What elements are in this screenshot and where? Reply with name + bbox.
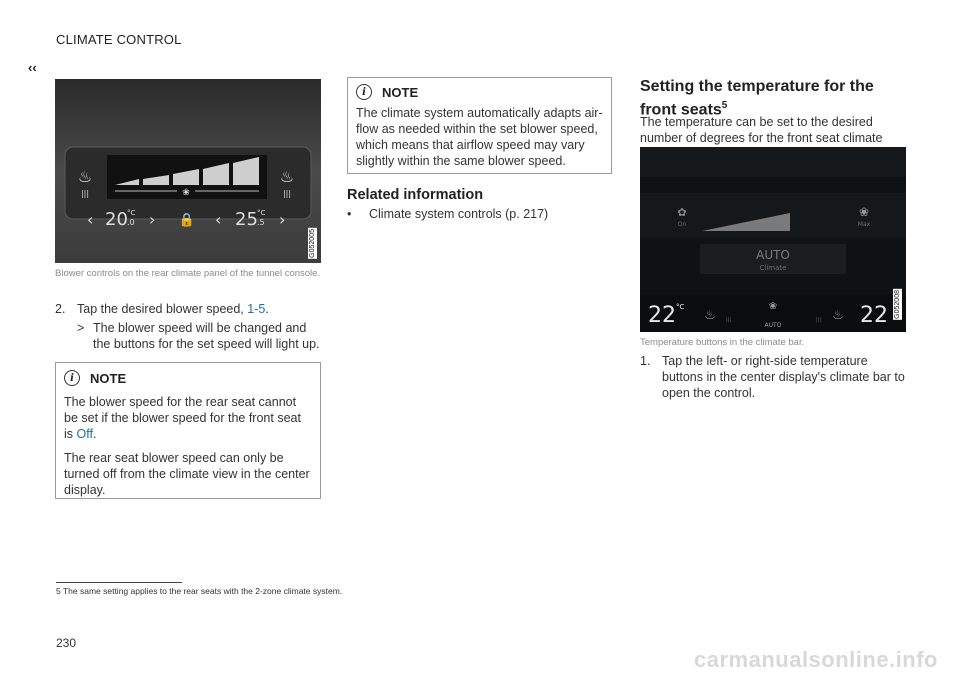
center-display-climate-figure xyxy=(640,147,906,332)
svg-text:|||: ||| xyxy=(726,317,732,323)
svg-text:Climate: Climate xyxy=(759,264,787,272)
section-heading: Setting the temperature for the front seats$^5$ xyxy=(640,78,874,119)
step-2-result: > The blower speed will be changed and the buttons for the set speed will light up. xyxy=(77,321,320,351)
bullet: • xyxy=(347,207,352,221)
svg-text:|||: ||| xyxy=(80,189,90,198)
right-temp-value: 25 xyxy=(235,209,258,230)
svg-text:°C: °C xyxy=(127,209,136,217)
svg-text:On: On xyxy=(677,221,687,228)
left-temp-value: 20 xyxy=(105,209,128,230)
watermark: carmanualsonline.info xyxy=(694,647,938,672)
step-number: 2. xyxy=(55,302,66,316)
footnote-divider xyxy=(56,582,182,583)
figure-caption: Temperature buttons in the climate bar. xyxy=(640,337,805,348)
note-heading: i NOTE xyxy=(64,370,312,386)
double-chevron-left-icon[interactable]: ‹‹ xyxy=(28,60,37,75)
step-1: 1. Tap the left- or right-side temperature buttons in the center display's climate bar to open the control. xyxy=(640,354,905,400)
seat-heat-right-icon: ♨ xyxy=(832,308,844,323)
section-intro: The temperature can be set to the desired number of degrees for the front seat climate xyxy=(640,115,883,145)
related-information-heading: Related information xyxy=(347,187,484,203)
footnote-ref[interactable]: 5 xyxy=(721,100,728,111)
info-icon: i xyxy=(64,370,80,386)
seat-heat-left-icon: ♨ xyxy=(704,308,716,323)
left-temp-button: 22 xyxy=(648,303,676,328)
related-link[interactable]: • Climate system controls (p. 217) xyxy=(347,207,549,221)
off-label: Off xyxy=(76,427,93,441)
chevron-left-icon: ‹ xyxy=(87,210,94,229)
svg-text:Max: Max xyxy=(857,221,871,228)
chevron-left-icon: ‹ xyxy=(215,210,222,229)
note-paragraph-2: The rear seat blower speed can only be turned off from the climate view in the center display. xyxy=(64,451,310,497)
fan-max-icon: ❀ xyxy=(858,205,870,219)
seat-heat-left-icon: ♨ xyxy=(77,167,93,186)
svg-text:|||: ||| xyxy=(816,317,822,323)
running-header: CLIMATE CONTROL xyxy=(56,32,182,47)
svg-text:°C: °C xyxy=(257,209,266,217)
page-number: 230 xyxy=(56,636,77,650)
note-text: The climate system automatically adapts air-flow as needed within the set blower speed, which means that airflow speed may vary slightly within the same blower speed. xyxy=(356,106,603,168)
chevron-right-icon: › xyxy=(149,210,156,229)
note-box-airflow xyxy=(347,77,612,174)
lock-icon: 🔒 xyxy=(178,213,196,228)
result-marker: > xyxy=(77,321,85,335)
svg-text:°C: °C xyxy=(676,303,685,311)
rear-climate-panel-figure xyxy=(55,79,321,263)
fan-icon: ❀ xyxy=(182,188,190,198)
info-icon: i xyxy=(356,84,372,100)
footnote: 5 The same setting applies to the rear seats with the 2-zone climate system. xyxy=(56,586,343,596)
chevron-right-icon: › xyxy=(279,210,286,229)
footnote-number: 5 xyxy=(56,586,61,596)
right-temp-button: 22 xyxy=(860,303,888,328)
auto-button-label: AUTO xyxy=(756,248,790,262)
seat-heat-right-icon: ♨ xyxy=(279,167,295,186)
rear-climate-panel-illustration xyxy=(55,79,321,263)
note-heading: i NOTE xyxy=(356,84,603,100)
svg-text:.5: .5 xyxy=(257,218,265,227)
blower-speed-range: 1-5 xyxy=(247,302,266,316)
step-number: 1. xyxy=(640,354,651,368)
svg-text:.0: .0 xyxy=(127,218,135,227)
fan-icon: ❀ xyxy=(768,301,778,312)
figure-tag: G052008 xyxy=(894,290,901,319)
fan-icon: ✿ xyxy=(677,206,687,219)
step-2: 2. Tap the desired blower speed, 1-5. xyxy=(55,302,269,316)
figure-tag: G052005 xyxy=(309,229,316,258)
svg-text:AUTO: AUTO xyxy=(764,322,782,329)
note-box-rear-blower xyxy=(55,362,321,499)
figure-caption: Blower controls on the rear climate panel of the tunnel console. xyxy=(55,268,321,279)
note-paragraph-1: The blower speed for the rear seat cannot be set if the blower speed for the front seat is Off. xyxy=(64,395,301,441)
climate-bar-illustration xyxy=(640,147,906,332)
svg-text:|||: ||| xyxy=(282,189,292,198)
